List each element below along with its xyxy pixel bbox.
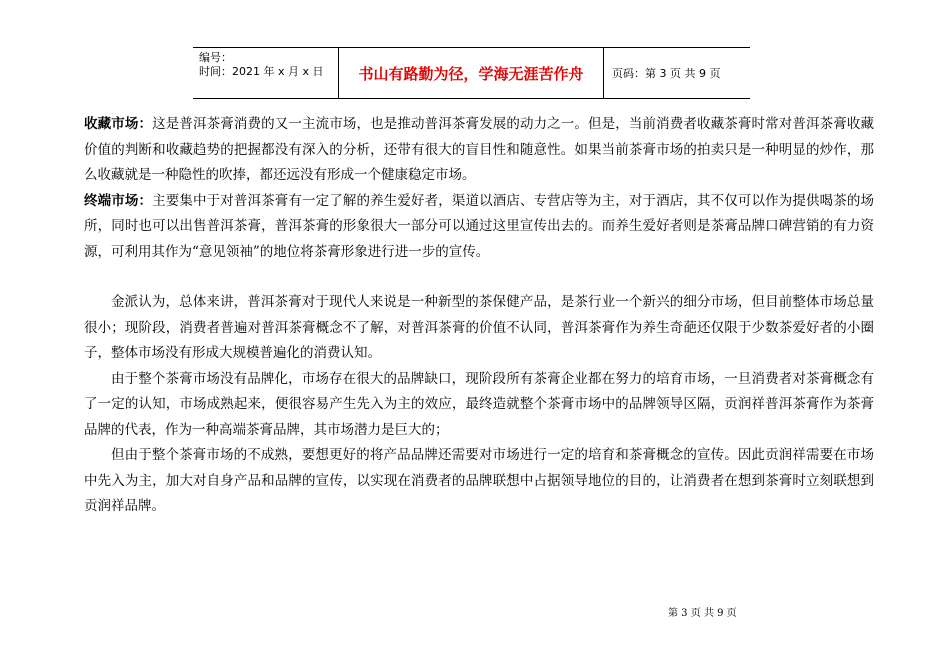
terminal-market-text: 主要集中于对普洱茶膏有一定了解的养生爱好者，渠道以酒店、专营店等为主，对于酒店，其不仅可以作为提供喝茶的场所，同时也可以出售普洱茶膏，普洱茶膏的形象很大一部分可以通过这里宣传出去的。而养生爱好者则是茶膏品牌口碑营销的有力资源，可利用其作为“意见领袖”的地位将茶膏形象进行进一步的宣传。 [84, 192, 875, 260]
document-body [84, 112, 874, 520]
paragraph-terminal-market [84, 189, 874, 266]
header-meta [193, 48, 339, 98]
time-label: 时间：2021 年 x 月 x 日 [199, 65, 324, 78]
header-page-label: 页码：第 3 页 共 9 页 [612, 67, 721, 80]
terminal-market-heading: 终端市场： [84, 192, 153, 209]
paragraph-collection-market [84, 112, 874, 189]
number-label: 编号： [199, 51, 232, 64]
paragraph-brand-gap: 由于整个茶膏市场没有品牌化，市场存在很大的品牌缺口，现阶段所有茶膏企业都在努力的培育市场，一旦消费者对茶膏概念有了一定的认知，市场成熟起来，便很容易产生先入为主的效应，最终造就整个茶膏市场中的品牌领导区隔，贡润祥普洱茶膏作为茶膏品牌的代表，作为一种高端茶膏品牌，其市场潜力是巨大的； [84, 370, 874, 438]
collection-market-heading: 收藏市场： [84, 116, 153, 132]
paragraph-gap [84, 265, 874, 290]
paragraph-strategy: 但由于整个茶膏市场的不成熟，要想更好的将产品品牌还需要对市场进行一定的培育和茶膏概念的宣传。因此贡润祥需要在市场中先入为主，加大对自身产品和品牌的宣传，以实现在消费者的品牌联想中占据领导地位的目的，让消费者在想到茶膏时立刻联想到贡润祥品牌。 [84, 447, 874, 514]
collection-market-text: 这是普洱茶膏消费的又一主流市场，也是推动普洱茶膏发展的动力之一。但是，当前消费者收藏茶膏时常对普洱茶膏收藏价值的判断和收藏趋势的把握都没有深入的分析，还带有很大的盲目性和随意性。如果当前茶膏市场的拍卖只是一种明显的炒作，那么收藏就是一种隐性的吹捧，都还远没有形成一个健康稳定市场。 [84, 116, 875, 183]
page-footer: 第 3 页 共 9 页 [668, 608, 737, 619]
header-motto: 书山有路勤为径，学海无涯苦作舟 [339, 48, 604, 98]
page-header [193, 47, 750, 99]
paragraph-overview: 金派认为，总体来讲，普洱茶膏对于现代人来说是一种新型的茶保健产品，是茶行业一个新兴的细分市场，但目前整体市场总量很小；现阶段，消费者普遍对普洱茶膏概念不了解，对普洱茶膏的价值不认同，普洱茶膏作为养生奇葩还仅限于少数茶爱好者的小圈子，整体市场没有形成大规模普遍化的消费认知。 [84, 294, 874, 361]
